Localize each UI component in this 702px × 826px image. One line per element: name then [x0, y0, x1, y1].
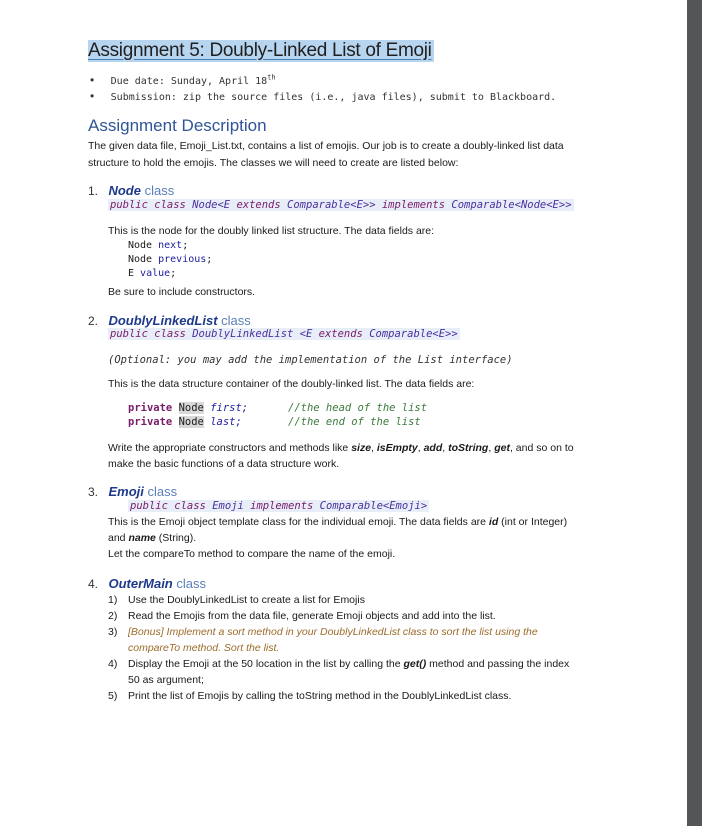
dll-field-first: private Node first;	[128, 402, 249, 414]
emoji-compare-note: Let the compareTo method to compare the name of the emoji.	[108, 548, 396, 560]
page-title: Assignment 5: Doubly-Linked List of Emoji	[88, 40, 432, 61]
bullet-icon: •	[90, 89, 95, 103]
dll-methods-line-1: Write the appropriate constructors and methods like size, isEmpty, add, toString, get, and so on to	[108, 442, 574, 454]
item-number: 4.	[88, 577, 99, 591]
step-2: 2) Read the Emojis from the data file, generate Emoji objects and add into the list.	[108, 610, 496, 622]
class-name: OuterMain	[108, 576, 173, 591]
item-number: 1.	[88, 184, 99, 198]
item-emoji-heading	[88, 483, 177, 501]
class-suffix: class	[140, 183, 175, 198]
step-4: 4) Display the Emoji at the 50 location in the list by calling the get() method and passing the index	[108, 658, 570, 670]
step-3-continued: compareTo method. Sort the list.	[128, 642, 280, 654]
dll-optional-note: (Optional: you may add the implementation of the List interface)	[108, 354, 513, 366]
bullet-icon: •	[90, 73, 95, 87]
dll-description: This is the data structure container of the doubly-linked list. The data fields are:	[108, 378, 475, 390]
section-heading: Assignment Description	[88, 116, 267, 135]
node-field-value: E value;	[128, 268, 177, 279]
dll-declaration: public class DoublyLinkedList <E extends Comparable<E>>	[110, 328, 458, 340]
intro-line-1: The given data file, Emoji_List.txt, contains a list of emojis. Our job is to create a doubly-linked list data	[88, 140, 564, 152]
item-node-heading	[88, 182, 174, 200]
item-number: 3.	[88, 485, 99, 499]
class-name: DoublyLinkedList	[108, 313, 218, 328]
node-field-previous: Node previous;	[128, 254, 213, 265]
step-3-bonus: 3) [Bonus] Implement a sort method in your DoublyLinkedList class to sort the list using the	[108, 626, 538, 638]
viewer-scrollbar[interactable]	[687, 0, 702, 826]
node-note: Be sure to include constructors.	[108, 286, 256, 298]
emoji-description-line-1: This is the Emoji object template class for the individual emoji. The data fields are id (int or Integer)	[108, 516, 568, 528]
emoji-declaration: public class Emoji implements Comparable<Emoji>	[130, 500, 428, 512]
dll-comment-last: //the end of the list	[288, 416, 421, 428]
class-suffix: class	[172, 576, 206, 591]
node-description: This is the node for the doubly linked list structure. The data fields are:	[108, 225, 435, 237]
item-outermain-heading	[88, 575, 206, 593]
emoji-description-line-2: and name (String).	[108, 532, 197, 544]
class-name: Node	[108, 183, 141, 198]
node-declaration: public class Node<E extends Comparable<E>> implements Comparable<Node<E>>	[110, 199, 572, 211]
item-number: 2.	[88, 314, 99, 328]
submission-text: Submission: zip the source files (i.e., java files), submit to Blackboard.	[110, 92, 557, 103]
class-suffix: class	[217, 313, 251, 328]
dll-methods-line-2: make the basic functions of a data structure work.	[108, 458, 340, 470]
class-name: Emoji	[108, 484, 144, 499]
step-5: 5) Print the list of Emojis by calling the toString method in the DoublyLinkedList class.	[108, 690, 512, 702]
intro-line-2: structure to hold the emojis. The classes we will need to create are listed below:	[88, 157, 459, 169]
due-date-text: Due date: Sunday, April 18th	[110, 73, 276, 87]
bullet-submission	[90, 87, 556, 105]
dll-comment-first: //the head of the list	[288, 402, 428, 414]
step-1: 1) Use the DoublyLinkedList to create a list for Emojis	[108, 594, 365, 606]
class-suffix: class	[143, 484, 178, 499]
dll-field-last: private Node last;	[128, 416, 242, 428]
node-field-next: Node next;	[128, 240, 189, 251]
step-4-continued: 50 as argument;	[128, 674, 204, 686]
